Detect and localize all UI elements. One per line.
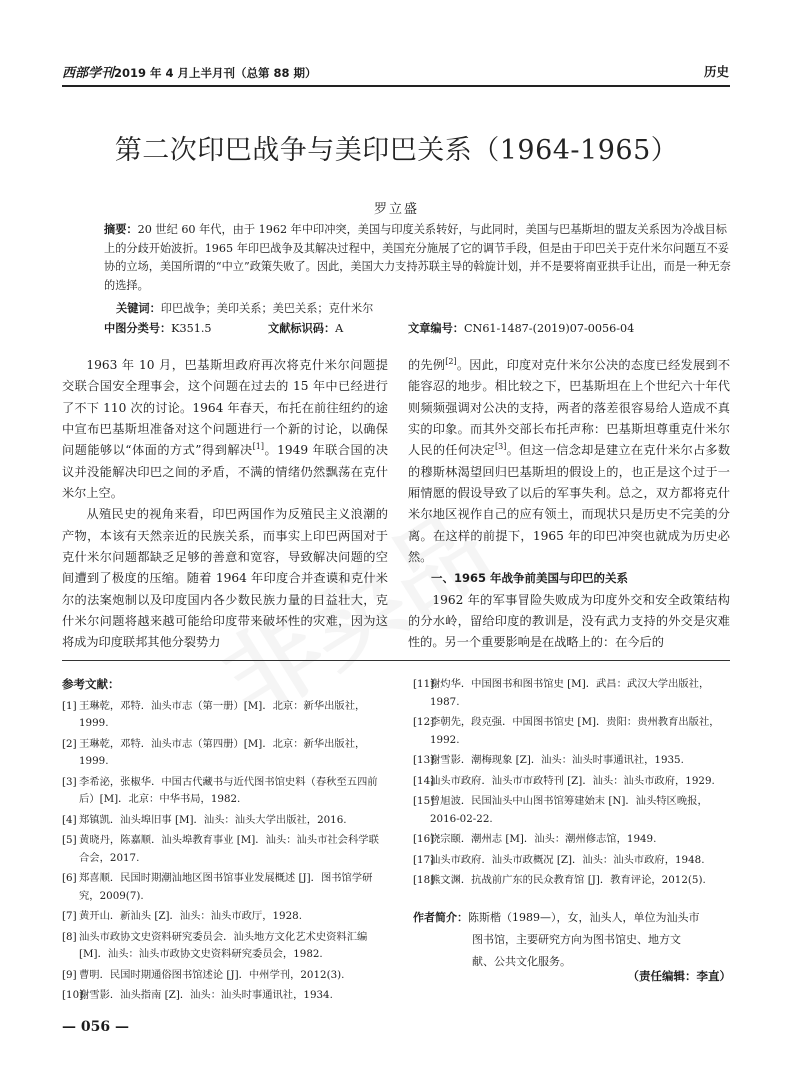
reference-number: [5] <box>62 834 77 846</box>
reference-text: 李朝先，段克强．中国图书馆史 [M]．贵阳：贵州教育出版社，1992. <box>430 716 720 746</box>
reference-number: [10] <box>62 989 84 1001</box>
reference-item <box>62 736 388 771</box>
reference-number: [15] <box>413 795 435 807</box>
author-bio-label: 作者简介： <box>413 911 468 924</box>
body-paragraph: 1962 年的军事冒险失败成为印度外交和安全政策结构的分水岭，留给印度的教训是，没有武力支持的外交是灾难性的。另一个重要影响是在战略上的：在今后的 <box>408 592 730 650</box>
reference-text: 王琳乾，邓特．汕头市志（第一册）[M]．北京：新华出版社，1999. <box>79 699 366 729</box>
doc-code-value: A <box>335 322 344 335</box>
reference-number: [17] <box>413 853 435 866</box>
section-heading: 一、1965 年战争前美国与印巴的关系 <box>431 571 629 586</box>
author-bio <box>413 907 733 973</box>
article-author: 罗立盛 <box>373 202 419 217</box>
reference-item <box>413 714 733 749</box>
clc-value: K351.5 <box>171 322 212 335</box>
reference-text: 熊文渊．抗战前广东的民众教育馆 [J]．教育评论，2012(5). <box>430 874 706 886</box>
reference-number: [14] <box>413 774 435 787</box>
article-number-label: 文章编号 <box>408 322 453 335</box>
clc-label: 中图分类号 <box>104 322 160 335</box>
reference-text: 黄晓丹，陈嘉顺．汕头埠教育事业 [M]．汕头：汕头市社会科学联合会，2017. <box>79 834 379 864</box>
abstract: 摘要：20 世纪 60 年代，由于 1962 年中印冲突，美国与印度关系转好，与此同时，美国与巴基斯坦的盟友关系因为冷战目标上的分歧开始波折。1965 年印巴战争及其解决过程中，美国充分施展了它的调节手段，但是由于印巴关于克什米尔问题互不妥协的立场，美国所谓的“中立”政策失败了。因此，美国大力支持苏联主导的斡旋计划，并不是要将南亚拱手让出，而是一种无奈的选择。 <box>104 223 731 292</box>
journal-name: 西部学刊 <box>62 66 115 81</box>
author-bio-line: 献、公共文化服务。 <box>472 955 571 968</box>
section-label: 历史 <box>703 64 729 79</box>
article-number: 文章编号：CN61-1487-(2019)07-0056-04 <box>408 322 635 335</box>
references-heading: 参考文献： <box>62 677 120 691</box>
reference-item <box>413 773 733 791</box>
journal-issue: 2019 年 4 月上半月刊（总第 88 期） <box>114 66 317 80</box>
reference-item <box>62 929 388 964</box>
doc-code-label: 文献标识码 <box>268 322 324 335</box>
reference-text: 谢灼华．中国图书和图书馆史 [M]．武昌：武汉大学出版社，1987. <box>430 678 710 708</box>
abstract-label: 摘要 <box>104 223 127 236</box>
citation-ref: [2] <box>445 356 457 366</box>
doc-code: 文献标识码：A <box>268 322 344 335</box>
reference-item <box>62 698 388 733</box>
article-title: 第二次印巴战争与美印巴关系（1964-1965） <box>114 135 679 166</box>
reference-text: 谢雪影．潮梅现象 [Z]．汕头：汕头时事通讯社，1935. <box>430 754 684 766</box>
reference-number: [12] <box>413 716 435 728</box>
reference-number: [3] <box>62 775 77 788</box>
reference-number: [11] <box>413 678 435 690</box>
reference-item <box>62 774 388 809</box>
reference-item <box>413 752 733 770</box>
reference-item <box>62 987 388 1005</box>
clc-number: 中图分类号：K351.5 <box>104 322 212 335</box>
references-divider <box>62 660 730 661</box>
reference-item <box>413 831 733 849</box>
keywords: 关键词：印巴战争；美印关系；美巴关系；克什米尔 <box>116 302 374 315</box>
reference-item <box>413 676 733 711</box>
article-number-value: CN61-1487-(2019)07-0056-04 <box>463 322 635 335</box>
reference-item <box>62 812 388 830</box>
reference-number: [9] <box>62 968 77 981</box>
reference-number: [4] <box>62 813 77 826</box>
reference-item <box>62 967 388 985</box>
reference-item <box>62 832 388 867</box>
reference-number: [18] <box>413 874 435 886</box>
abstract-text: 20 世纪 60 年代，由于 1962 年中印冲突，美国与印度关系转好，与此同时，美国与巴基斯坦的盟友关系因为冷战目标上的分歧开始波折。1965 年印巴战争及其解决过程中，美国充分施展了它的调节手段，但是由于印巴关于克什米尔问题互不妥协的立场，美国所谓的“中立”政策失败了。因此，美国大力支持苏联主导的斡旋计划，并不是要将南亚拱手让出，而是一种无奈的选择。 <box>104 223 731 292</box>
citation-ref: [1] <box>252 442 265 452</box>
reference-number: [1] <box>62 699 77 712</box>
reference-number: [2] <box>62 737 77 750</box>
reference-number: [13] <box>413 754 435 766</box>
body-column-right <box>408 355 730 654</box>
reference-item <box>62 870 388 905</box>
body-paragraph: 从殖民史的视角来看，印巴两国作为反殖民主义浪潮的产物，本该有天然亲近的民族关系，而事实上印巴两国对于克什米尔问题都缺乏足够的善意和宽容，导致解决问题的空间遭到了极度的压缩。随着 1964 年印度合并查谟和克什米尔的法案炮制以及印度国内各少数民族力量的日益壮大，克什米尔问题将越来越可能给印度带来破坏性的灾难，因为这将成为印度联邦其他分裂势力 <box>62 507 388 650</box>
body-paragraph: 1963 年 10 月，巴基斯坦政府再次将克什米尔问题提交联合国安全理事会，这个问题在过去的 15 年中已经进行了不下 110 次的讨论。1964 年春天，布托在前往纽约的途中宣布巴基斯坦准备对这个问题进行一个新的讨论，以确保问题能够以“体面的方式”得到解决[1]。1949 年联合国的决议并没能解决印巴之间的矛盾，不满的情绪仍然飘荡在克什米尔上空。 <box>62 358 389 501</box>
journal-header <box>62 62 317 81</box>
reference-text: 曹明．民国时期通俗图书馆述论 [J]．中州学刊，2012(3). <box>79 968 345 981</box>
reference-text: 李希泌，张椒华．中国古代藏书与近代图书馆史料（春秋至五四前后）[M]．北京：中华书局，1982. <box>79 775 378 805</box>
references-left <box>62 676 388 1008</box>
reference-item <box>62 908 388 926</box>
reference-item <box>413 872 733 890</box>
reference-number: [8] <box>62 930 77 943</box>
reference-text: 汕头市政协文史资料研究委员会．汕头地方文化艺术史资料汇编 [M]．汕头：汕头市政协文史资料研究委员会，1982. <box>79 930 368 960</box>
reference-text: 郑喜顺．民国时期潮汕地区图书馆事业发展概述 [J]．图书馆学研究，2009(7). <box>79 872 373 902</box>
keywords-text: 印巴战争；美印关系；美巴关系；克什米尔 <box>160 302 374 315</box>
reference-text: 谢雪影．汕头指南 [Z]．汕头：汕头时事通讯社，1934. <box>79 989 333 1001</box>
reference-text: 王琳乾，邓特．汕头市志（第四册）[M]．北京：新华出版社，1999. <box>79 737 366 767</box>
reference-text: 饶宗颐．潮州志 [M]．汕头：潮州修志馆，1949. <box>430 833 657 845</box>
reference-number: [16] <box>413 833 435 845</box>
keywords-label: 关键词 <box>116 302 150 315</box>
body-column-left <box>62 355 388 654</box>
body-paragraph: 的先例[2]。因此，印度对克什米尔公决的态度已经发展到不能容忍的地步。相比较之下，巴基斯坦在上个世纪六十年代则频频强调对公决的支持，两者的落差很容易给人造成不真实的印象。而其外交部长布托声称：巴基斯坦尊重克什米尔人民的任何决定[3]。但这一信念却是建立在克什米尔占多数的穆斯林渴望回归巴基斯坦的假设上的，也正是这个过于一厢情愿的假设导致了以后的军事失利。总之，双方都将克什米尔地区视作自己的应有领土，而现状只是历史不完美的分离。在这样的前提下，1965 年的印巴冲突也就成为历史必然。 <box>408 356 731 565</box>
author-bio-line: 陈斯楷（1989—），女，汕头人，单位为汕头市 <box>468 911 700 924</box>
author-bio-line: 图书馆，主要研究方向为图书馆史、地方文 <box>472 933 681 946</box>
reference-text: 汕头市政府．汕头市市政特刊 [Z]．汕头：汕头市政府，1929. <box>430 774 715 787</box>
reference-number: [6] <box>62 872 77 884</box>
reference-text: 曾旭波．民国汕头中山图书馆筹建始末 [N]．汕头特区晚报，2016-02-22. <box>430 795 708 825</box>
reference-text: 汕头市政府．汕头市政概况 [Z]．汕头：汕头市政府，1948. <box>430 853 705 866</box>
responsible-editor: （责任编辑：李直） <box>627 969 731 983</box>
page-number: — 056 — <box>62 1019 129 1035</box>
reference-number: [7] <box>62 910 77 922</box>
reference-text: 黄开山．新汕头 [Z]．汕头：汕头市政厅，1928. <box>79 910 302 922</box>
reference-item <box>413 852 733 870</box>
references-right <box>413 676 733 893</box>
citation-ref: [3] <box>494 442 507 452</box>
reference-text: 郑镇凯．汕头埠旧事 [M]．汕头：汕头大学出版社，2016. <box>79 813 347 826</box>
reference-item <box>413 793 733 828</box>
header-rule <box>62 85 730 87</box>
